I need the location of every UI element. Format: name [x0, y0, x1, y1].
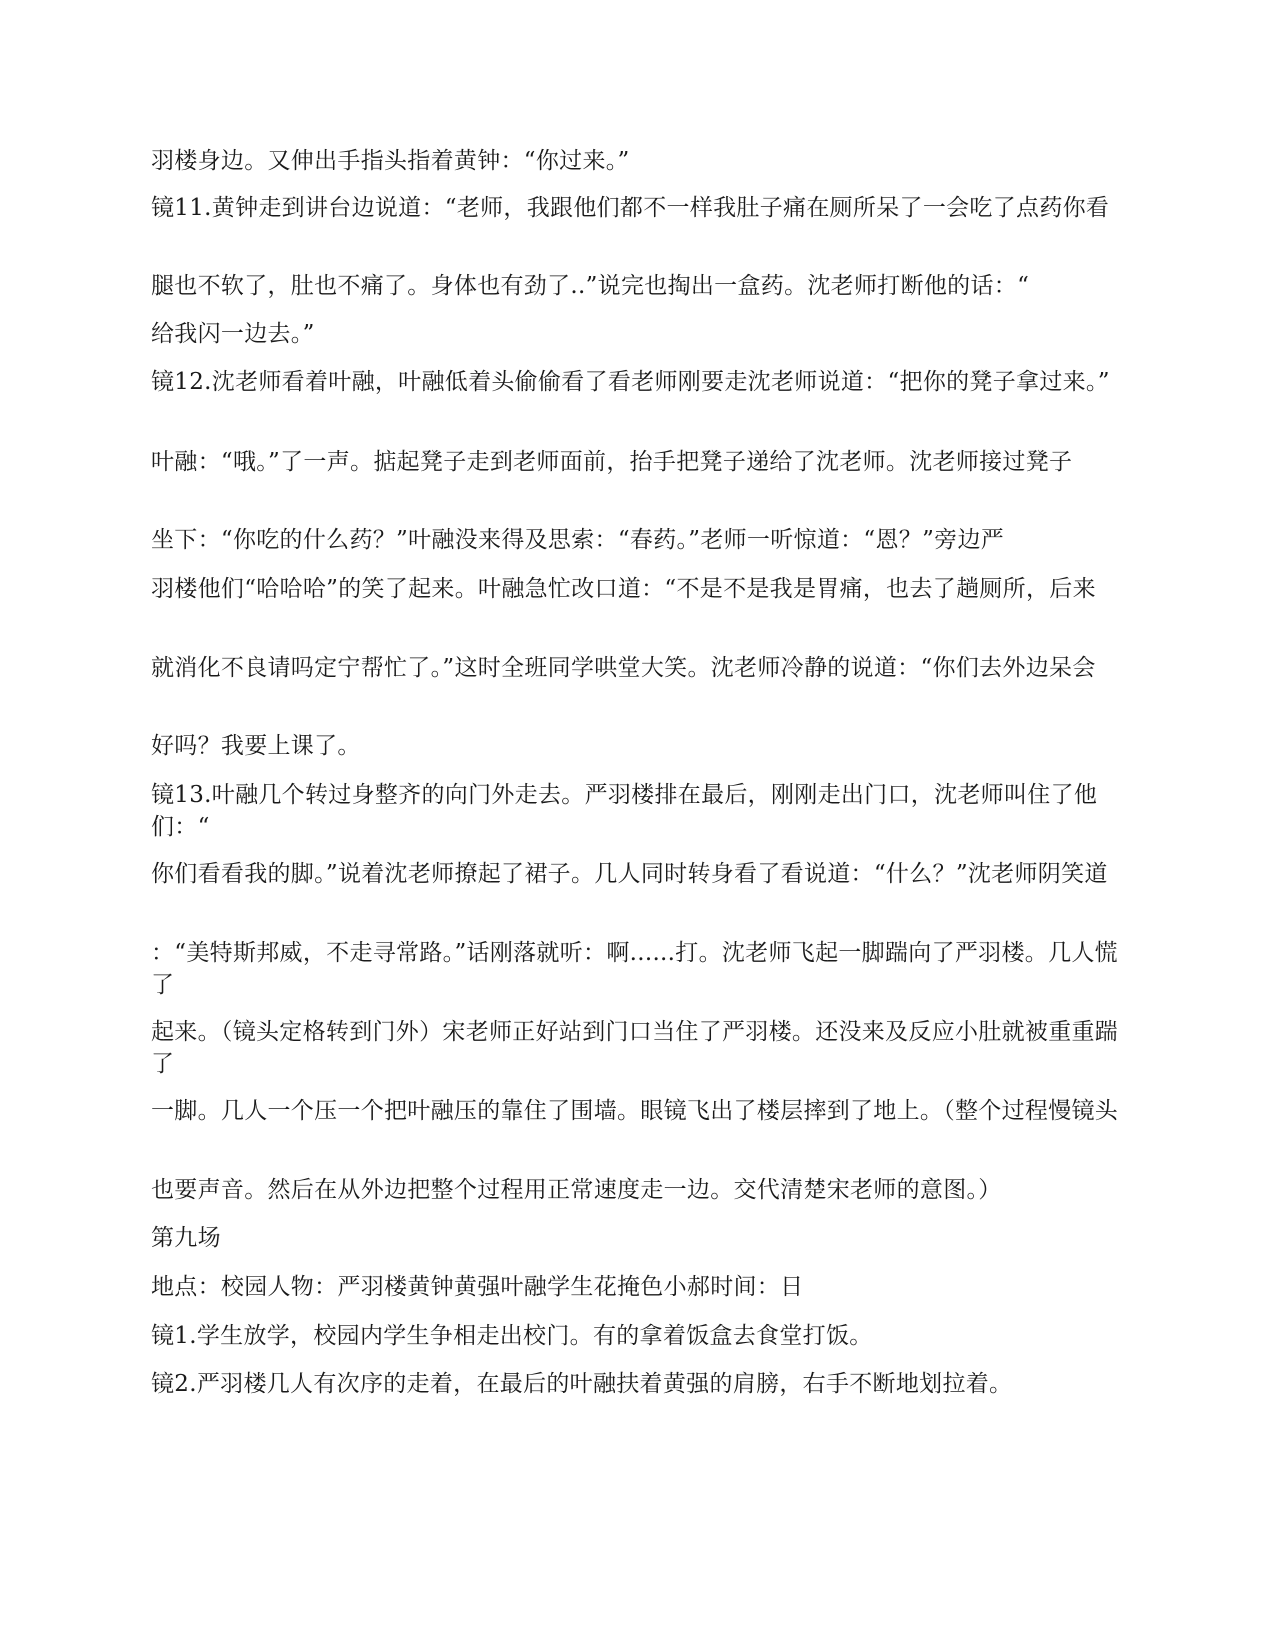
- paragraph: 腿也不软了，肚也不痛了。身体也有劲了..”说完也掏出一盒药。沈老师打断他的话：“: [151, 273, 1030, 299]
- paragraph: ：“美特斯邦威，不走寻常路。”话刚落就听：啊......打。沈老师飞起一脚踹向了严羽楼。几人慌了: [151, 940, 1118, 998]
- paragraph: 你们看看我的脚。”说着沈老师撩起了裙子。几人同时转身看了看说道：“什么？”沈老师阴笑道: [151, 861, 1108, 887]
- paragraph: 镜2.严羽楼几人有次序的走着，在最后的叶融扶着黄强的肩膀，右手不断地划拉着。: [151, 1371, 1013, 1397]
- paragraph: 好吗？我要上课了。: [151, 733, 361, 759]
- paragraph: 镜1.学生放学，校园内学生争相走出校门。有的拿着饭盒去食堂打饭。: [151, 1323, 873, 1349]
- paragraph: 地点：校园人物：严羽楼黄钟黄强叶融学生花掩色小郝时间：日: [151, 1274, 804, 1300]
- paragraph: 羽楼身边。又伸出手指头指着黄钟：“你过来。”: [151, 148, 630, 174]
- paragraph: 镜13.叶融几个转过身整齐的向门外走去。严羽楼排在最后，刚刚走出门口，沈老师叫住了他们：“: [151, 782, 1098, 840]
- paragraph: 叶融：“哦。”了一声。掂起凳子走到老师面前，抬手把凳子递给了沈老师。沈老师接过凳子: [151, 449, 1073, 475]
- scene-heading: 第九场: [151, 1225, 221, 1251]
- paragraph: 也要声音。然后在从外边把整个过程用正常速度走一边。交代清楚宋老师的意图。）: [151, 1177, 1002, 1203]
- paragraph: 给我闪一边去。”: [151, 321, 315, 347]
- paragraph: 起来。（镜头定格转到门外）宋老师正好站到门口当住了严羽楼。还没来及反应小肚就被重重踹了: [151, 1019, 1119, 1077]
- paragraph: 羽楼他们“哈哈哈”的笑了起来。叶融急忙改口道：“不是不是我是胃痛，也去了趟厕所，后来: [151, 576, 1096, 602]
- paragraph: 就消化不良请吗定宁帮忙了。”这时全班同学哄堂大笑。沈老师冷静的说道：“你们去外边呆会: [151, 655, 1096, 681]
- paragraph: 镜12.沈老师看着叶融，叶融低着头偷偷看了看老师刚要走沈老师说道：“把你的凳子拿过来。”: [151, 369, 1110, 395]
- paragraph: 坐下：“你吃的什么药？”叶融没来得及思索：“春药。”老师一听惊道：“恩？”旁边严: [151, 527, 1005, 553]
- paragraph: 镜11.黄钟走到讲台边说道：“老师，我跟他们都不一样我肚子痛在厕所呆了一会吃了点药你看: [151, 195, 1110, 221]
- paragraph: 一脚。几人一个压一个把叶融压的靠住了围墙。眼镜飞出了楼层摔到了地上。（整个过程慢镜头: [151, 1098, 1119, 1124]
